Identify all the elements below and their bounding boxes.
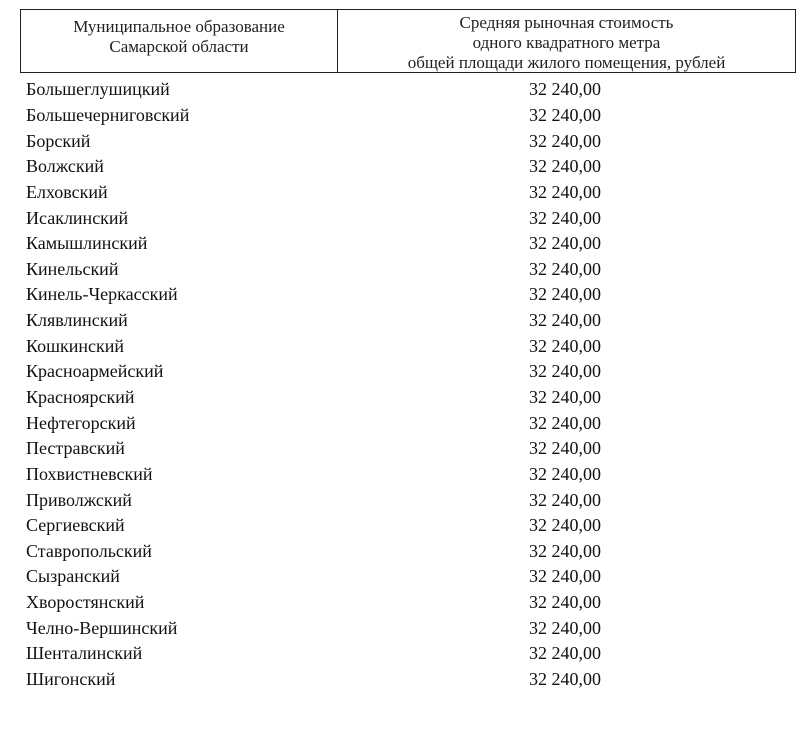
- header-price-line: Средняя рыночная стоимость: [459, 13, 674, 32]
- table-row: [26, 77, 796, 103]
- table-row: [26, 231, 796, 257]
- table-row: [26, 128, 796, 154]
- municipality-name: Шигонский: [26, 669, 116, 690]
- price-value: 32 240,00: [529, 463, 601, 484]
- municipality-name: Ставропольский: [26, 540, 152, 561]
- price-value: 32 240,00: [529, 669, 601, 690]
- table-row: [26, 308, 796, 334]
- table-row: [26, 462, 796, 488]
- price-value: 32 240,00: [529, 181, 601, 202]
- table-row: [26, 590, 796, 616]
- municipality-name: Волжский: [26, 156, 104, 177]
- municipality-name: Большечерниговский: [26, 104, 190, 125]
- table-row: [26, 436, 796, 462]
- municipality-name: Приволжский: [26, 489, 132, 510]
- municipality-name: Красноярский: [26, 387, 135, 407]
- header-price-line: одного квадратного метра: [472, 33, 661, 52]
- price-value: 32 240,00: [529, 540, 601, 561]
- municipality-name: Похвистневский: [26, 463, 153, 484]
- table-row: [26, 539, 796, 565]
- price-value: 32 240,00: [529, 387, 601, 407]
- price-value: 32 240,00: [529, 207, 601, 228]
- table-row: [26, 615, 796, 641]
- municipality-name: Челно-Вершинский: [26, 617, 178, 638]
- table-header: [20, 9, 796, 73]
- price-value: 32 240,00: [529, 233, 601, 254]
- table-row: [26, 513, 796, 539]
- price-value: 32 240,00: [529, 566, 601, 587]
- price-value: 32 240,00: [529, 79, 601, 100]
- table-row: [26, 256, 796, 282]
- price-value: 32 240,00: [529, 438, 601, 459]
- table-row: [26, 385, 796, 411]
- municipality-name: Клявлинский: [26, 310, 128, 331]
- header-municipality-line: Самарской области: [109, 37, 249, 56]
- price-value: 32 240,00: [529, 361, 601, 382]
- table-row: [26, 410, 796, 436]
- municipality-name: Хворостянский: [26, 592, 145, 613]
- municipality-name: Кинель-Черкасский: [26, 284, 178, 305]
- price-value: 32 240,00: [529, 310, 601, 331]
- municipality-name: Исаклинский: [26, 207, 129, 228]
- price-value: 32 240,00: [529, 258, 601, 279]
- header-price-line: общей площади жилого помещения, рублей: [407, 53, 726, 72]
- price-value: 32 240,00: [529, 489, 601, 510]
- municipality-name: Кинельский: [26, 258, 119, 279]
- municipality-name: Большеглушицкий: [26, 79, 170, 100]
- table-row: [26, 487, 796, 513]
- municipality-name: Пестравский: [26, 438, 125, 459]
- municipality-name: Елховский: [26, 181, 108, 202]
- table-row: [26, 180, 796, 206]
- price-value: 32 240,00: [529, 130, 601, 151]
- price-value: 32 240,00: [529, 104, 601, 125]
- price-value: 32 240,00: [529, 284, 601, 305]
- municipality-name: Кошкинский: [26, 335, 124, 356]
- municipality-name: Сызранский: [26, 566, 120, 587]
- header-municipality-line: Муниципальное образование: [73, 17, 285, 36]
- header-price: [338, 10, 795, 72]
- table-row: [26, 667, 796, 693]
- price-value: 32 240,00: [529, 592, 601, 613]
- municipality-name: Красноармейский: [26, 361, 164, 382]
- price-value: 32 240,00: [529, 156, 601, 177]
- price-value: 32 240,00: [529, 643, 601, 664]
- table-row: [26, 154, 796, 180]
- table-body: [26, 77, 796, 692]
- table-row: [26, 359, 796, 385]
- price-value: 32 240,00: [529, 335, 601, 356]
- price-value: 32 240,00: [529, 617, 601, 638]
- table-row: [26, 333, 796, 359]
- municipality-name: Сергиевский: [26, 515, 125, 536]
- table-row: [26, 103, 796, 129]
- municipality-name: Нефтегорский: [26, 412, 136, 433]
- table-row: [26, 564, 796, 590]
- municipality-name: Камышлинский: [26, 233, 148, 254]
- price-value: 32 240,00: [529, 412, 601, 433]
- table-row: [26, 641, 796, 667]
- municipality-name: Борский: [26, 130, 91, 151]
- price-value: 32 240,00: [529, 515, 601, 536]
- header-municipality: [21, 10, 338, 72]
- table-row: [26, 282, 796, 308]
- table-row: [26, 205, 796, 231]
- municipality-name: Шенталинский: [26, 643, 143, 664]
